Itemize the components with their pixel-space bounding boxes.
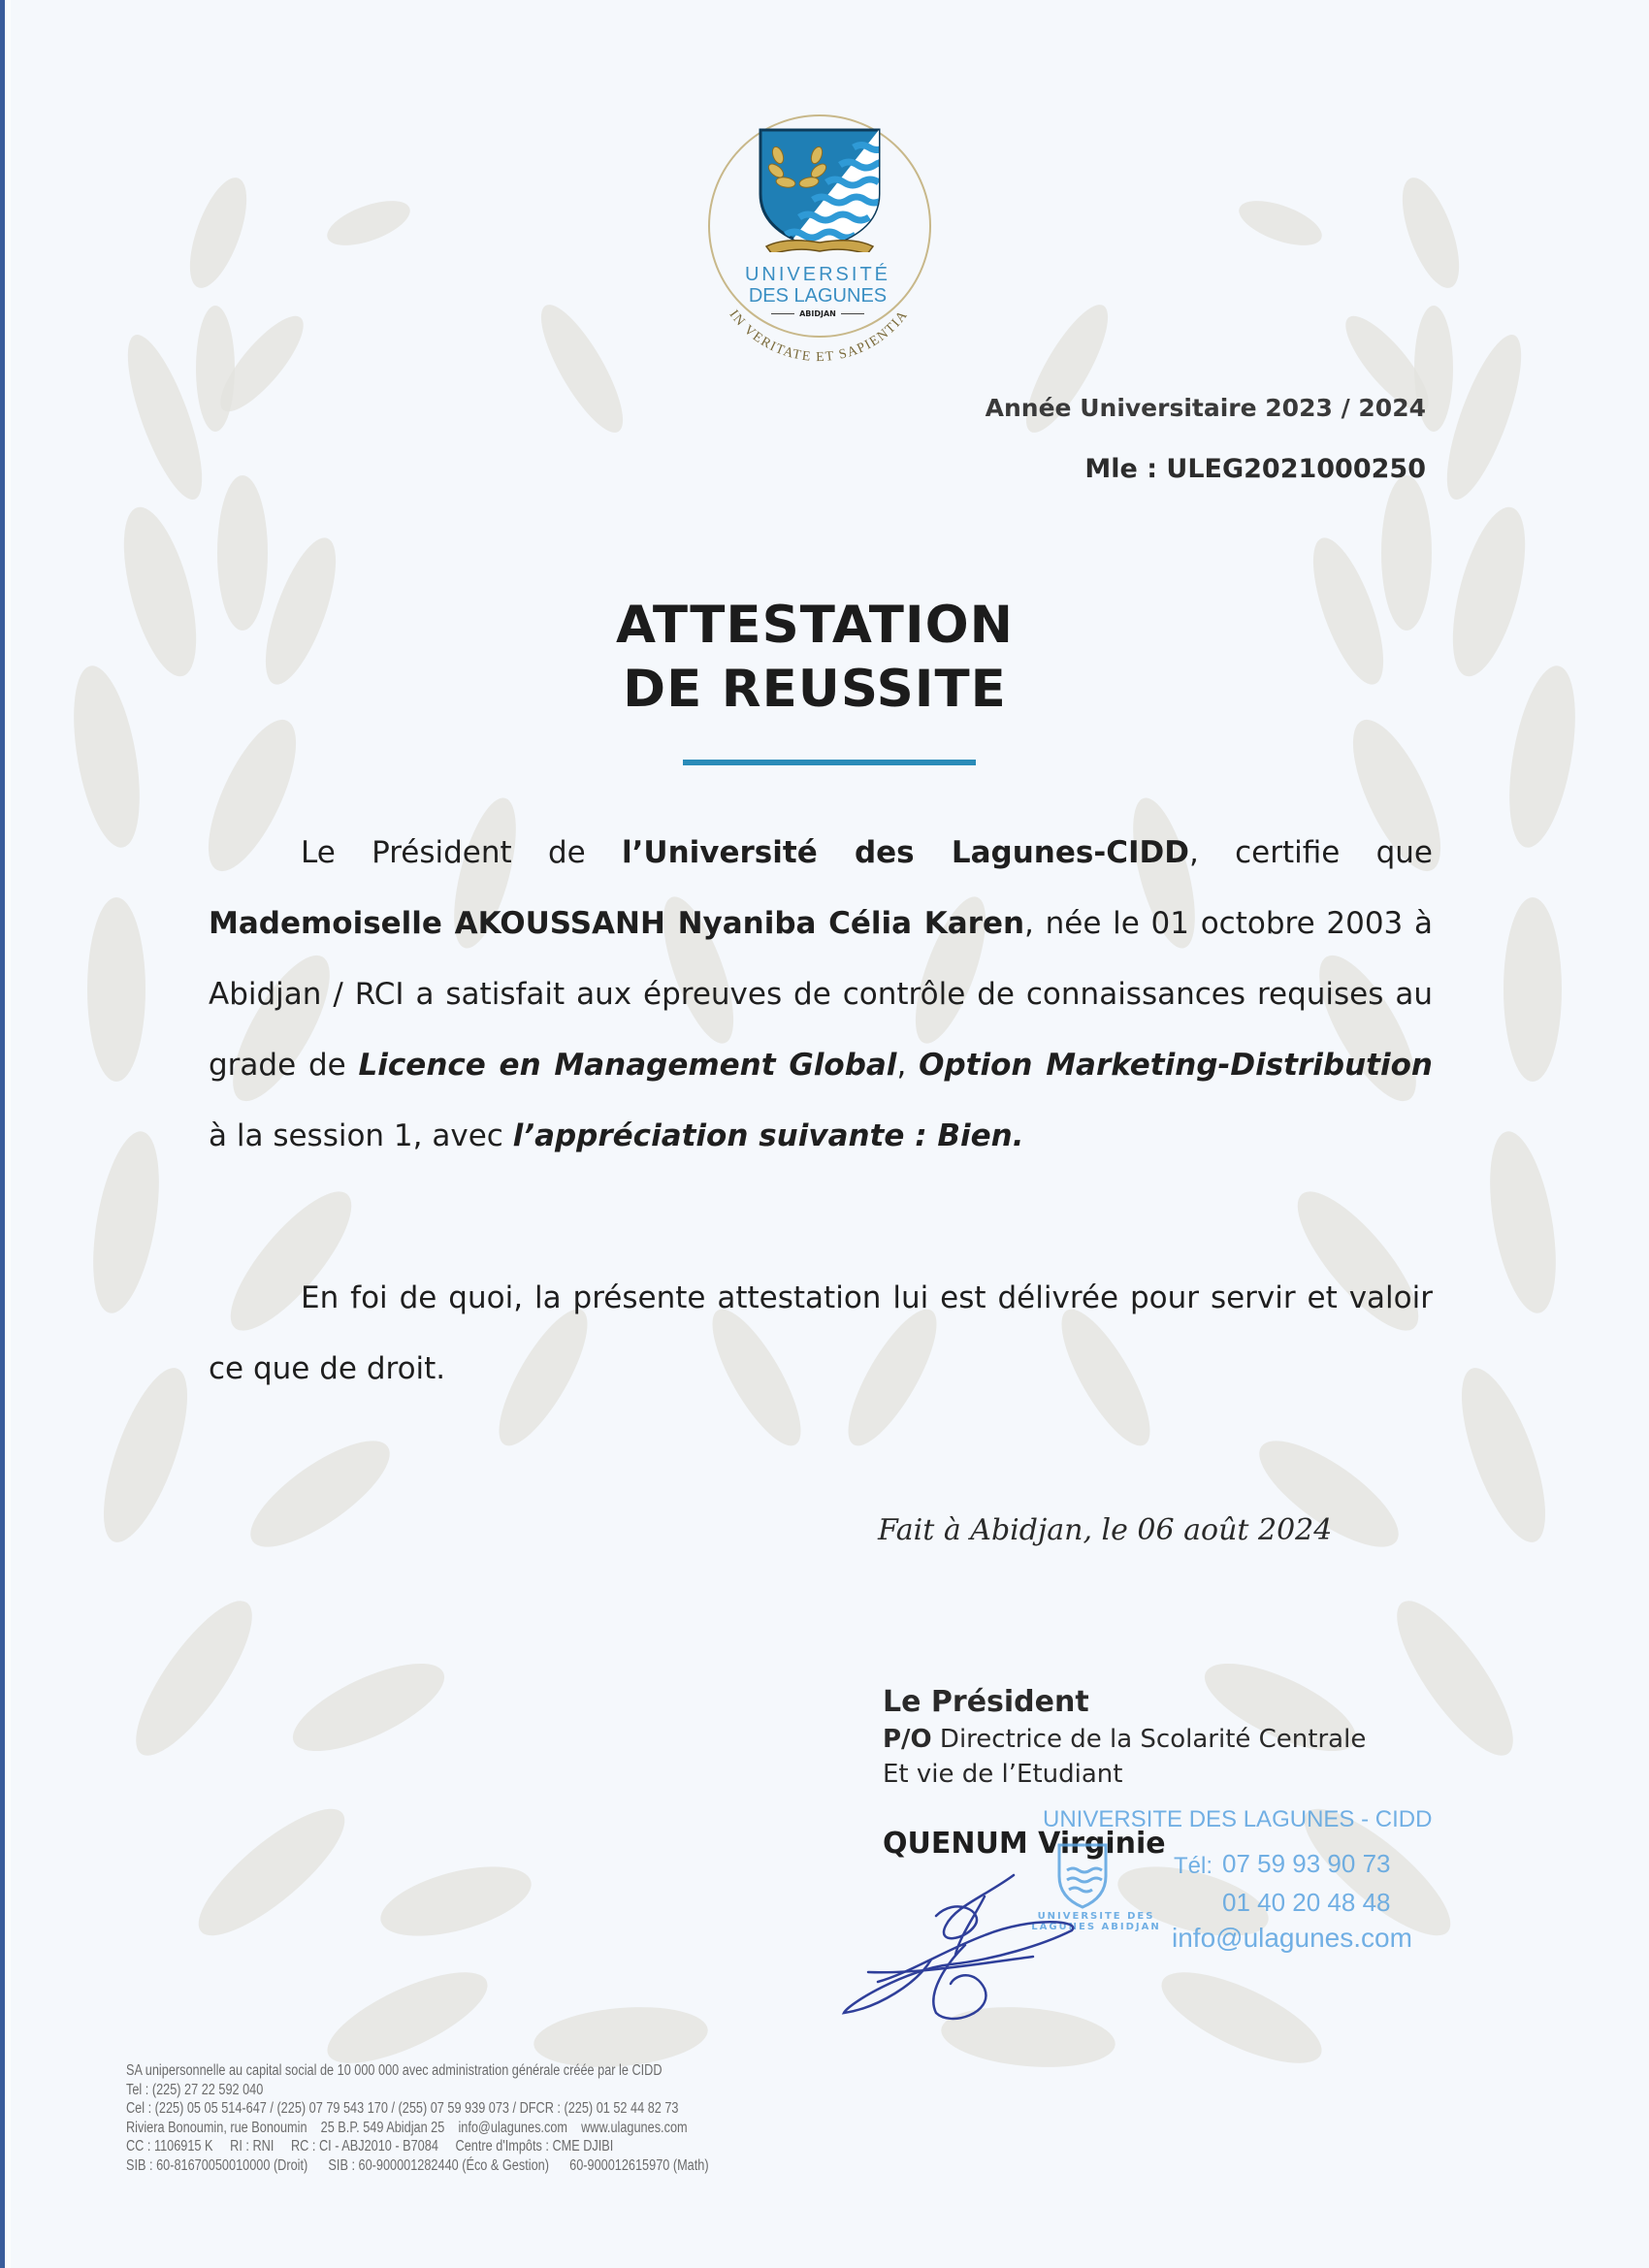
footer-line: SIB : 60-81670050010000 (Droit) SIB : 60-900001282440 (Éco & Gestion) 60-900012615970 (Math): [126, 2156, 709, 2174]
watermark-leaf: [1478, 1126, 1568, 1318]
logo-motto-arc: [689, 107, 951, 369]
signatory-role-line2: Et vie de l’Etudiant: [883, 1760, 1123, 1789]
signatory-name: QUENUM Virginie: [883, 1827, 1166, 1861]
footer-line: Cel : (225) 05 05 514-647 / (225) 07 79 543 170 / (255) 07 59 939 073 / DFCR : (225) 01 52 44 82 73: [126, 2100, 679, 2117]
watermark-leaf: [373, 1853, 538, 1949]
signatory-role-line1: [883, 1722, 1426, 1757]
watermark-leaf: [117, 1586, 271, 1770]
degree-option: Option Marketing-Distribution: [919, 1048, 1433, 1083]
stamp-header: UNIVERSITE DES LAGUNES - CIDD: [1043, 1806, 1433, 1832]
title-line2: DE REUSSITE: [623, 660, 1007, 719]
certification-paragraph: [209, 818, 1433, 1172]
watermark-leaf: [86, 1358, 204, 1551]
text-run: Le Président de: [301, 835, 623, 870]
watermark-leaf: [182, 1791, 361, 1954]
watermark-leaf: [217, 475, 268, 631]
title-underline-rule: [683, 760, 976, 765]
text-run: ,: [896, 1048, 920, 1083]
stamp-email: info@ulagunes.com: [1172, 1923, 1412, 1953]
watermark-leaf: [322, 192, 416, 255]
text-run: , née le 01 octobre 2003 à Abidjan / RCI a satisfait aux épreuves de contrôle de connaissances requises au grade de: [209, 906, 1433, 1083]
appreciation: l’appréciation suivante : Bien.: [512, 1118, 1024, 1153]
watermark-leaf: [1504, 897, 1562, 1082]
logo-name-line2: DES LAGUNES: [748, 285, 888, 307]
place-and-date: Fait à Abidjan, le 06 août 2024: [878, 1513, 1333, 1547]
svg-text:IN VERITATE ET SAPIENTIA: [727, 308, 912, 365]
logo-motto: IN VERITATE ET SAPIENTIA: [726, 308, 912, 366]
watermark-leaf: [196, 306, 235, 432]
closing-paragraph: En foi de quoi, la présente attestation lui est délivrée pour servir et valoir ce que de droit.: [209, 1280, 1433, 1386]
document-title: [388, 594, 1242, 722]
watermark-leaf: [1381, 475, 1432, 631]
watermark-leaf: [1498, 661, 1587, 853]
watermark-leaf: [178, 171, 258, 295]
role-text: Directrice de la Scolarité Centrale: [931, 1725, 1367, 1754]
watermark-leaf: [81, 1126, 171, 1318]
watermark-leaf: [1391, 171, 1471, 295]
institution-name: l’Université des Lagunes-CIDD: [622, 835, 1189, 870]
title-line1: ATTESTATION: [615, 596, 1015, 655]
footer-line: SA unipersonnelle au capital social de 10 000 000 avec administration générale créée par le CIDD: [126, 2062, 663, 2079]
footer-line: Riviera Bonoumin, rue Bonoumin 25 B.P. 549 Abidjan 25 info@ulagunes.com www.ulagunes.com: [126, 2119, 688, 2136]
stamp-logo-text: UNIVERSITE DES LAGUNES ABIDJAN: [1031, 1911, 1161, 1932]
handwritten-signature: [839, 1867, 1091, 2023]
watermark-leaf: [110, 500, 211, 683]
watermark-leaf: [87, 897, 146, 1082]
footer-line: CC : 1106915 K RI : RNI RC : CI - ABJ2010 - B7084 Centre d'Impôts : CME DJIBI: [126, 2138, 614, 2155]
university-logo: [698, 107, 960, 369]
po-label: P/O: [883, 1725, 932, 1754]
watermark-leaf: [281, 1646, 455, 1768]
watermark-leaf: [1439, 500, 1540, 683]
academic-year: Année Universitaire 2023 / 2024: [985, 394, 1426, 422]
logo-name-line1: UNIVERSITÉ: [744, 264, 891, 285]
watermark-leaf: [62, 661, 151, 853]
watermark-leaf: [236, 1423, 404, 1566]
watermark-leaf: [1444, 1358, 1562, 1551]
stamp-phone-1: 07 59 93 90 73: [1222, 1849, 1391, 1878]
signatory-title: Le Président: [883, 1685, 1089, 1719]
stamp-phone-2: 01 40 20 48 48: [1222, 1888, 1391, 1917]
watermark-leaf: [1150, 1955, 1333, 2081]
watermark-leaf: [527, 295, 636, 442]
logo-city: ABIDJAN: [698, 309, 937, 318]
degree-name: Licence en Management Global: [358, 1048, 897, 1083]
registration-number: Mle : ULEG2021000250: [1084, 454, 1426, 484]
stamp-tel-label: Tél:: [1174, 1853, 1213, 1879]
student-name: Mademoiselle AKOUSSANH Nyaniba Célia Karen: [209, 906, 1025, 941]
footer-line: Tel : (225) 27 22 592 040: [126, 2081, 264, 2098]
text-run: , certifie que: [1188, 835, 1434, 870]
institution-footer: [126, 2061, 842, 2175]
text-run: à la session 1, avec: [209, 1118, 513, 1153]
watermark-leaf: [1234, 192, 1328, 255]
